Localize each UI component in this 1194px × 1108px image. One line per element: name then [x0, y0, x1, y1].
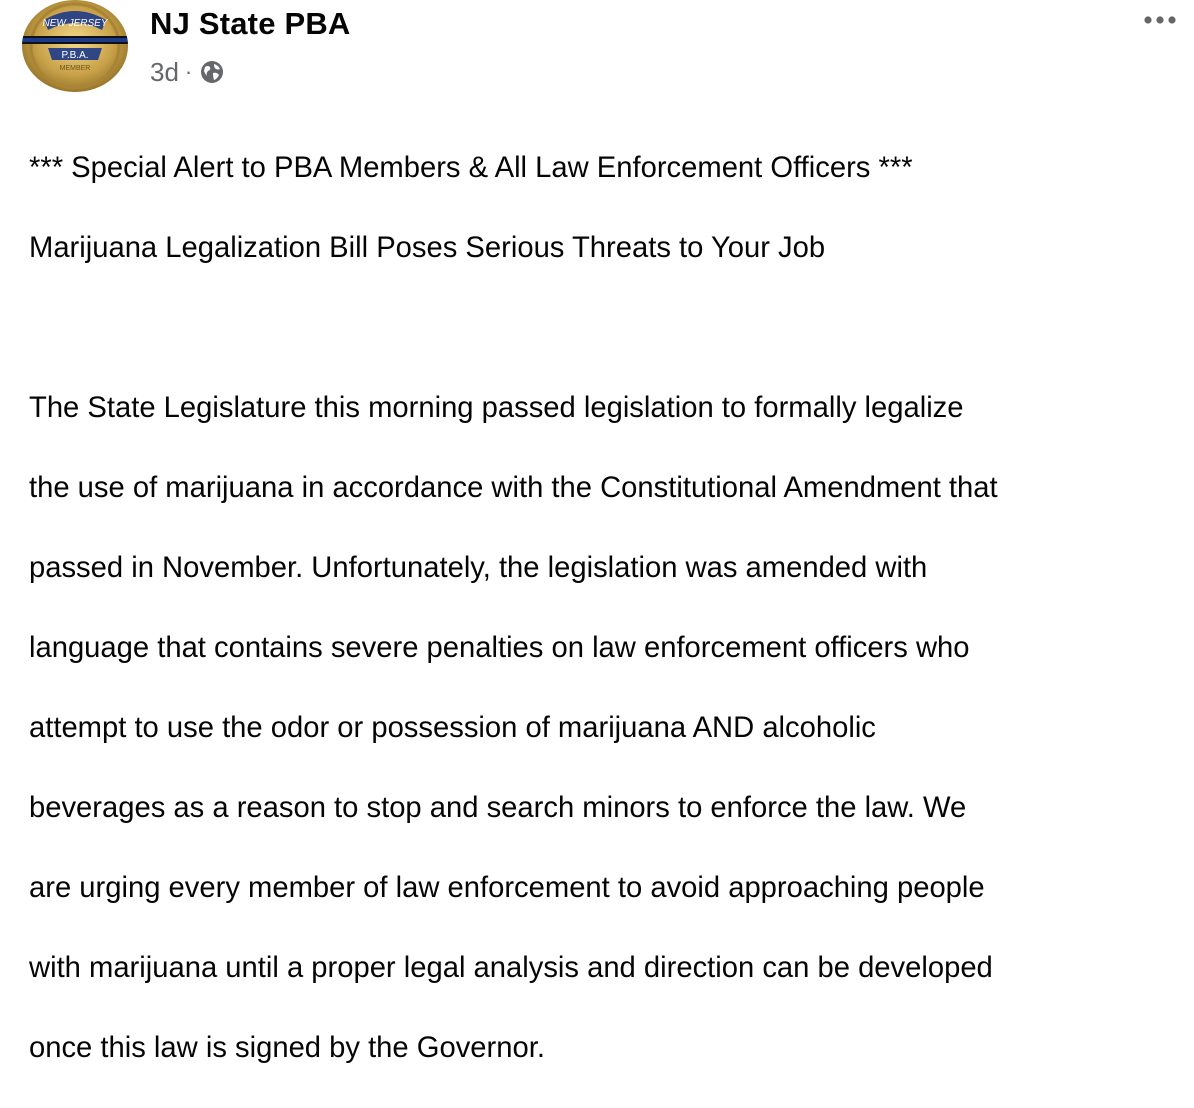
badge-bottom-text: MEMBER — [59, 65, 91, 72]
body-line: passed in November. Unfortunately, the legislation was amended with — [29, 552, 928, 584]
body-line: are urging every member of law enforcement to avoid approaching people — [29, 872, 985, 904]
body-line: The State Legislature this morning passed legislation to formally legalize — [29, 392, 964, 424]
body-line: the use of marijuana in accordance with the Constitutional Amendment that — [29, 472, 998, 504]
headline-line: *** Special Alert to PBA Members & All Law Enforcement Officers *** — [29, 152, 913, 184]
post-meta — [150, 56, 225, 88]
more-options-icon[interactable] — [1142, 6, 1178, 34]
pba-badge-icon — [22, 0, 128, 92]
post-text — [29, 108, 1179, 1108]
author-name[interactable]: NJ State PBA — [150, 6, 351, 41]
body-line: attempt to use the odor or possession of marijuana AND alcoholic — [29, 712, 876, 744]
meta-separator: · — [184, 59, 193, 84]
badge-top-text: NEW JERSEY — [42, 18, 108, 29]
badge-mid-text: P.B.A. — [61, 50, 89, 61]
body-line: language that contains severe penalties on law enforcement officers who — [29, 632, 970, 664]
body-line: once this law is signed by the Governor. — [29, 1032, 545, 1064]
globe-icon[interactable] — [199, 59, 225, 85]
post-time[interactable]: 3d — [150, 56, 179, 87]
avatar[interactable] — [22, 0, 128, 92]
body-line: with marijuana until a proper legal analysis and direction can be developed — [29, 952, 993, 984]
headline-line: Marijuana Legalization Bill Poses Serious Threats to Your Job — [29, 232, 826, 264]
paragraph-gap — [29, 308, 1179, 348]
body-line: beverages as a reason to stop and search minors to enforce the law. We — [29, 792, 967, 824]
